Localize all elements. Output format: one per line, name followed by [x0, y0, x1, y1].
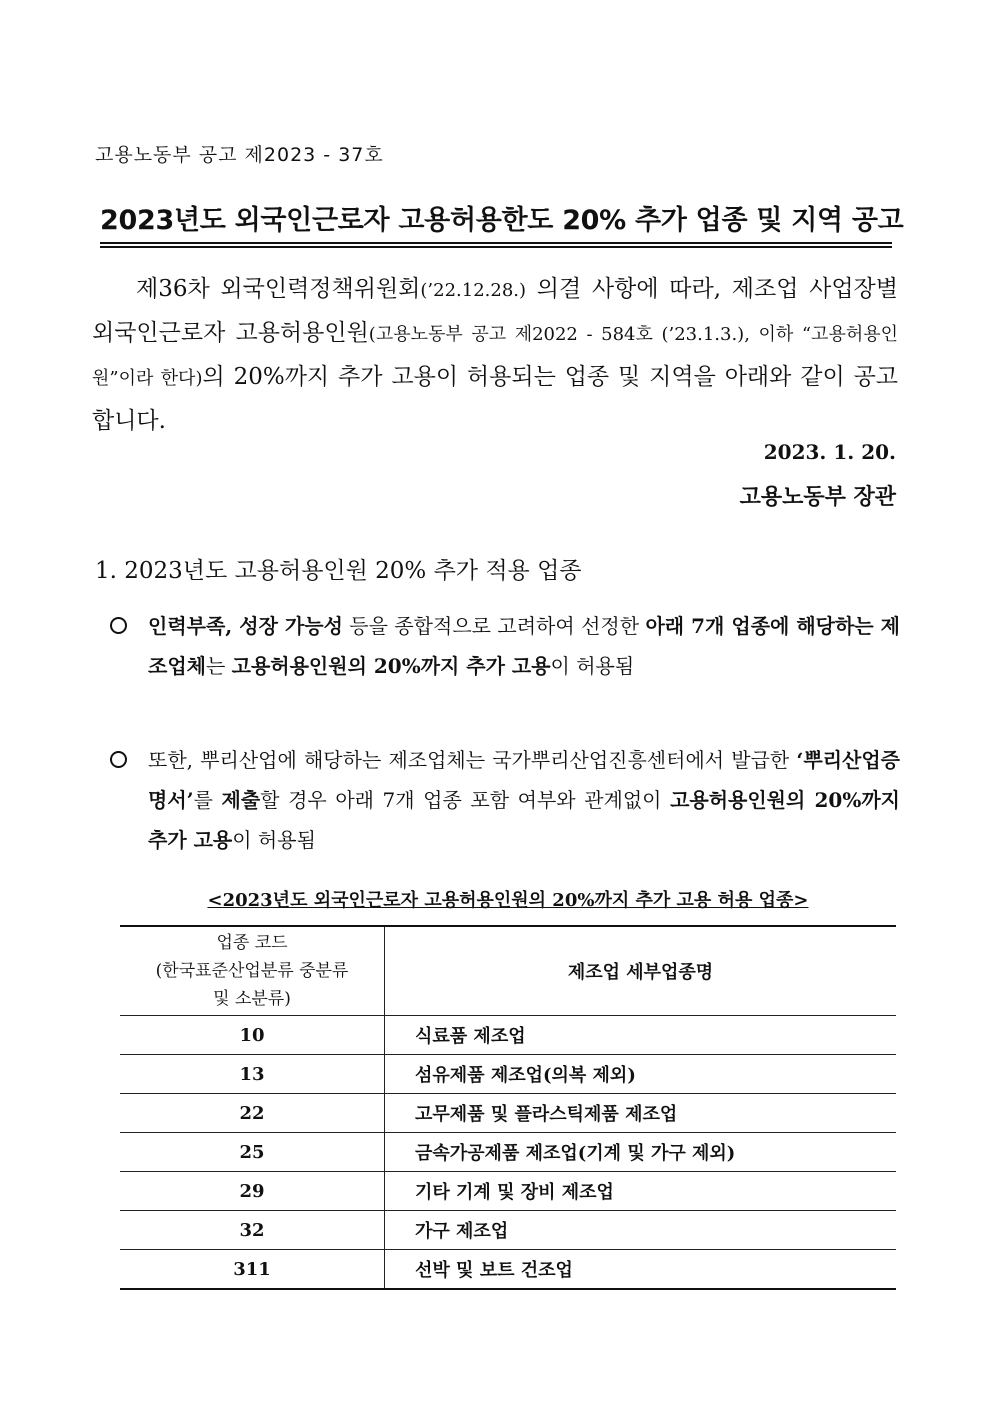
code-header-line: (한국표준산업분류 중분류	[155, 961, 349, 981]
intro-paragraph	[92, 268, 898, 442]
bold-phrase: 제출	[221, 788, 261, 812]
code-column-header	[120, 926, 385, 1016]
industry-name: 가구 제조업	[385, 1211, 897, 1250]
industry-code: 25	[120, 1133, 385, 1172]
industry-name: 섬유제품 제조업(의복 제외)	[385, 1055, 897, 1094]
intro-text-1: 제36차 외국인력정책위원회	[136, 276, 421, 302]
plain-phrase: 등을 종합적으로 고려하여 선정한	[342, 614, 646, 638]
bold-phrase: 인력부족, 성장 가능성	[148, 614, 343, 638]
bullet-item-2	[110, 740, 900, 860]
table-row	[120, 1250, 896, 1290]
industry-code: 311	[120, 1250, 385, 1290]
industry-name: 기타 기계 및 장비 제조업	[385, 1172, 897, 1211]
code-header-line: 업종 코드	[216, 933, 288, 953]
industry-code: 13	[120, 1055, 385, 1094]
circle-bullet-icon	[110, 751, 127, 768]
bullet-item-1	[110, 606, 900, 686]
bold-phrase: 고용허용인원의 20%까지 추가 고용	[231, 654, 551, 678]
industry-code: 10	[120, 1016, 385, 1055]
bold-phrase: 아래 7개 업종에 해당하는 제조업체	[148, 614, 900, 678]
plain-phrase: 이 허용됨	[232, 828, 316, 852]
notice-number: 고용노동부 공고 제2023 - 37호	[95, 144, 384, 166]
table-row	[120, 1172, 896, 1211]
bullet-text-2	[148, 740, 900, 860]
notice-date: 2023. 1. 20.	[763, 440, 896, 464]
industry-code: 29	[120, 1172, 385, 1211]
section-heading: 1. 2023년도 고용허용인원 20% 추가 적용 업종	[95, 558, 582, 584]
bold-phrase: 고용허용인원의 20%까지 추가 고용	[148, 788, 900, 852]
table-caption-text: <2023년도 외국인근로자 고용허용인원의 20%까지 추가 고용 허용 업종>	[207, 890, 809, 911]
industry-name: 식료품 제조업	[385, 1016, 897, 1055]
table-row	[120, 1094, 896, 1133]
industry-code: 22	[120, 1094, 385, 1133]
industry-name: 금속가공제품 제조업(기계 및 가구 제외)	[385, 1133, 897, 1172]
title-block	[100, 198, 904, 244]
intro-text-4: (고용노동부 공고 제2022 - 584호 (’23.1.3.), 이하 “고용허용인원”이라 한다)	[92, 324, 898, 389]
plain-phrase: 이 허용됨	[550, 654, 635, 678]
table-row	[120, 1133, 896, 1172]
industry-table	[120, 925, 896, 1290]
bold-phrase: ‘뿌리산업증명서’	[148, 748, 900, 812]
intro-text-2: (’22.12.28.)	[420, 280, 527, 301]
circle-bullet-icon	[110, 617, 127, 634]
table-row	[120, 1016, 896, 1055]
bullet-text-1	[148, 606, 900, 686]
intro-text-3: 의결 사항에 따라, 제조업 사업장별 외국인근로자 고용허용인원	[92, 276, 898, 346]
plain-phrase: 또한, 뿌리산업에 해당하는 제조업체는 국가뿌리산업진흥센터에서 발급한	[148, 748, 797, 772]
industry-name: 고무제품 및 플라스틱제품 제조업	[385, 1094, 897, 1133]
table-caption	[120, 886, 896, 912]
intro-text-5: 의 20%까지 추가 고용이 허용되는 업종 및 지역을 아래와 같이 공고합니다.	[92, 364, 899, 434]
table-row	[120, 1055, 896, 1094]
plain-phrase: 를	[193, 788, 222, 812]
code-header-line: 및 소분류)	[213, 989, 291, 1009]
table-row	[120, 1211, 896, 1250]
document-title: 2023년도 외국인근로자 고용허용한도 20% 추가 업종 및 지역 공고	[100, 198, 892, 244]
table-header-row	[120, 926, 896, 1016]
industry-code: 32	[120, 1211, 385, 1250]
name-column-header: 제조업 세부업종명	[385, 926, 897, 1016]
plain-phrase: 는	[205, 654, 232, 678]
industry-name: 선박 및 보트 건조업	[385, 1250, 897, 1290]
plain-phrase: 할 경우 아래 7개 업종 포함 여부와 관계없이	[260, 788, 671, 812]
issuer-name: 고용노동부 장관	[739, 484, 896, 510]
